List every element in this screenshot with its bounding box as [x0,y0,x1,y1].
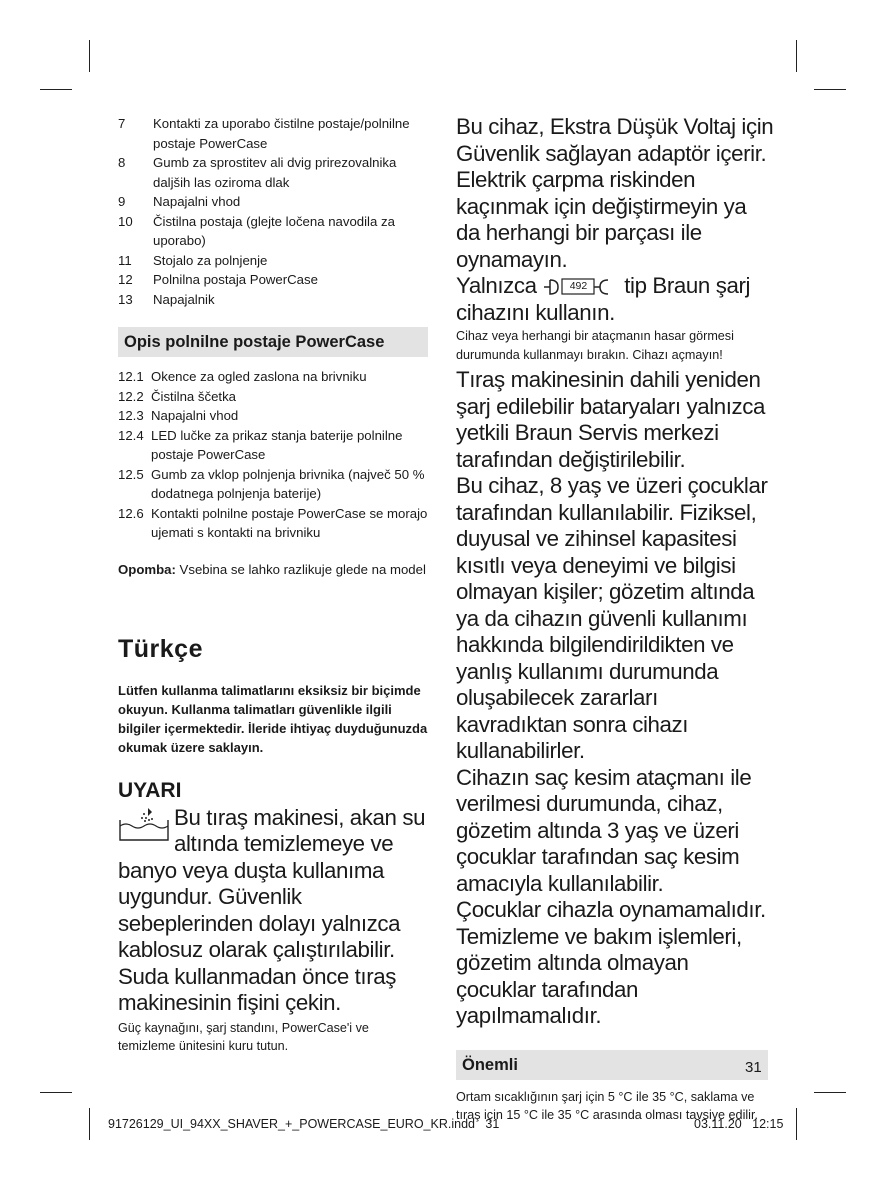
list-item: 12.2 Čistilna ščetka [118,388,237,404]
age-warning: Bu cihaz, 8 yaş ve üzeri çocuklar tarafından kullanılabilir. Fiziksel, duyusal ve zihinsel kapasitesi kısıtlı veya deneyimi ve bilgisi olmayan kişiler; gözetim altında ya da cihazın güvenli kullanımı hakkında bilgilendirildikten ve yanlış kullanımı durumunda oluşabilecek zararları kavradıktan sonra cihazı kullanabilirler. [456,473,768,763]
list-item: 11 Stojalo za polnjenje [118,252,268,268]
list-item: 7 Kontakti za uporabo čistilne postaje/polnilne postaje PowerCase [118,116,410,151]
crop-mark [814,89,846,90]
list-item: 12.4 LED lučke za prikaz stanja baterije polnilne postaje PowerCase [118,427,403,462]
list-item: 9 Napajalni vhod [118,194,241,209]
list-item: 12.1 Okence za ogled zaslona na brivniku [118,369,367,384]
section-heading-powercase: Opis polnilne postaje PowerCase [118,327,428,357]
warning-text-rest: banyo veya duşta kullanıma uygundur. Güvenlik sebeplerinden dolayı yalnızca kablosuz olarak çalıştırılabilir. [118,857,401,962]
page-number: 31 [745,1059,762,1076]
warning-small-text: Güç kaynağını, şarj standını, PowerCase'i ve temizleme ünitesini kuru tutun. [118,1020,369,1053]
crop-mark [796,40,797,72]
warning-text-line2: altında temizlemeye ve [174,831,394,856]
children-play-warning: Çocuklar cihazla oynamamalıdır. [456,897,766,922]
note-label: Opomba: [118,561,176,577]
list-item: 12 Polnilna postaja PowerCase [118,272,318,287]
right-column [456,114,774,1125]
important-text: Ortam sıcaklığının şarj için 5 °C ile 35 °C, saklama ve tıraş için 15 °C ile 35 °C arasında olması tavsiye edilir. [456,1089,758,1122]
battery-warning: Tıraş makinesinin dahili yeniden şarj edilebilir bataryaları yalnızca yetkili Braun Servis merkezi tarafından değiştirilebilir. [456,367,766,472]
footer-date: 03.11.20 12:15 [694,1117,784,1131]
list-item: 12.5 Gumb za vklop polnjenja brivnika (največ 50 % dodatnega polnjenja baterije) [118,466,425,501]
note-text: Vsebina se lahko razlikuje glede na model [175,561,426,577]
crop-mark [40,89,72,90]
parts-list [118,114,428,309]
plug-code: 492 [569,280,588,293]
crop-mark [40,1092,72,1093]
warning-block [118,805,428,1056]
intro-text: Lütfen kullanma talimatlarını eksiksiz bir biçimde okuyun. Kullanma talimatları güvenlikle ilgili bilgiler içermektedir. İleride ihtiyaç duyduğunuzda okumak üzere saklayın. [118,682,428,755]
braun-plug-symbol [542,276,618,298]
cleaning-warning: Temizleme ve bakım işlemleri, gözetim altında olmayan çocuklar tarafından yapılmamalıdır. [456,923,742,1028]
language-title: Türkçe [118,634,203,663]
adapter-warning: Bu cihaz, Ekstra Düşük Voltaj için Güvenlik sağlayan adaptör içerir. Elektrik çarpma riskinden kaçınmak için değiştirmeyin ya da herhangi bir parçası ile oynamayın. [456,114,774,272]
charger-suffix: tip Braun şarj cihazını kullanın. [456,273,751,325]
warning-title: UYARI [118,778,182,802]
charger-prefix: Yalnızca [456,273,537,298]
crop-mark [796,1108,797,1140]
crop-mark [89,1108,90,1140]
warning-text-line1: Bu tıraş makinesi, akan su [174,804,426,830]
charger-type-line [456,273,774,326]
crop-mark [814,1092,846,1093]
list-item: 12.3 Napajalni vhod [118,408,239,423]
list-item: 10 Čistilna postaja (glejte ločena navodila za uporabo) [118,213,395,248]
shower-water-icon [118,806,170,846]
list-item: 12.6 Kontakti polnilne postaje PowerCase se morajo ujemati s kontakti na brivniku [118,505,428,540]
left-column [118,114,428,1056]
crop-mark [89,40,90,72]
list-item: 13 Napajalnik [118,291,215,307]
powercase-list [118,367,428,543]
damage-warning: Cihaz veya herhangi bir ataçmanın hasar görmesi durumunda kullanmayı bırakın. Cihazı açmayın! [456,329,734,362]
warning-text-unplug: Suda kullanmadan önce tıraş makinesinin fişini çekin. [118,963,397,1015]
haircut-warning: Cihazın saç kesim ataçmanı ile verilmesi durumunda, cihaz, gözetim altında 3 yaş ve üzeri çocuklar tarafından saç kesim amacıyla kullanılabilir. [456,764,752,896]
note [118,560,428,579]
list-item: 8 Gumb za sprostitev ali dvig prirezovalnika daljših las oziroma dlak [118,155,397,190]
section-heading-important: Önemli [456,1050,768,1080]
footer-file: 91726129_UI_94XX_SHAVER_+_POWERCASE_EURO_KR.indd 31 [108,1117,500,1131]
